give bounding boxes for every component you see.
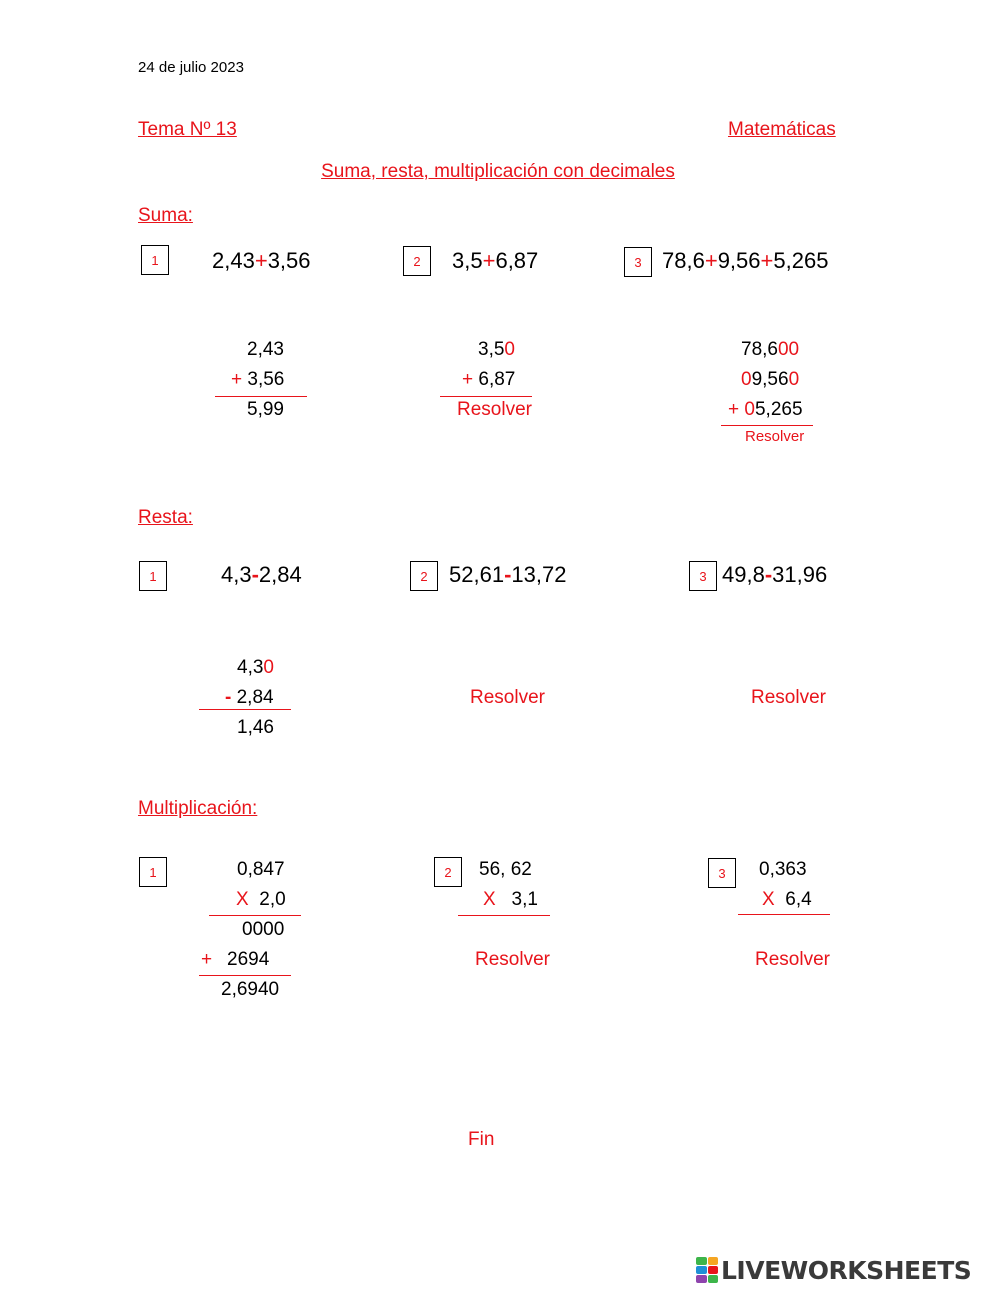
problem-number-badge: 1: [139, 857, 167, 887]
mult-2-row1: 56, 62: [479, 859, 532, 880]
problem-number-badge: 2: [403, 246, 431, 276]
mult-line: [209, 915, 301, 916]
suma-3-row2: 09,560: [741, 369, 800, 390]
sum-line: [440, 396, 532, 397]
mult-line: [199, 975, 291, 976]
mult-2-row2: X 3,1: [483, 889, 538, 910]
suma-problem-2: 3,5+6,87: [452, 248, 539, 273]
mult-3-row2: X 6,4: [762, 889, 812, 910]
resta-1-row2: - 2,84: [225, 687, 274, 708]
suma-1-row2: + 3,56: [231, 369, 285, 390]
problem-number-badge: 2: [434, 857, 462, 887]
mult-1-result: 2,6940: [221, 979, 280, 1000]
suma-3-answer-field[interactable]: Resolver: [745, 428, 805, 445]
section-resta: Resta:: [138, 507, 193, 528]
mult-line: [738, 914, 830, 915]
resta-problem-2: 52,61-13,72: [449, 562, 567, 587]
problem-number-badge: 1: [139, 561, 167, 591]
mult-1-partial2: 2694: [227, 949, 270, 970]
mult-1-row1: 0,847: [237, 859, 285, 880]
sum-line: [215, 396, 307, 397]
suma-1-result: 5,99: [247, 399, 284, 420]
suma-1-row1: 2,43: [247, 339, 284, 360]
topic-number: Tema Nº 13: [138, 119, 237, 140]
mult-3-row1: 0,363: [759, 859, 807, 880]
page-title: Suma, resta, multiplicación con decimales: [321, 161, 675, 182]
liveworksheets-logo-icon: [696, 1257, 718, 1283]
mult-1-plus: +: [201, 949, 213, 970]
mult-line: [458, 915, 550, 916]
liveworksheets-logo: [696, 1254, 971, 1286]
problem-number-badge: 2: [410, 561, 438, 591]
section-multiplicacion: Multiplicación:: [138, 798, 258, 819]
suma-3-row3: + 05,265: [728, 399, 803, 420]
suma-2-answer-field[interactable]: Resolver: [457, 399, 532, 420]
problem-number-badge: 3: [624, 247, 652, 277]
mult-2-answer-field[interactable]: Resolver: [475, 949, 550, 970]
suma-problem-1: 2,43+3,56: [212, 248, 311, 273]
liveworksheets-brand-text: LIVEWORKSHEETS: [721, 1255, 972, 1285]
resta-1-result: 1,46: [237, 717, 274, 738]
sub-line: [199, 709, 291, 710]
problem-number-badge: 3: [708, 858, 736, 888]
suma-3-row1: 78,600: [741, 339, 800, 360]
sum-line: [721, 425, 813, 426]
date: 24 de julio 2023: [138, 59, 244, 76]
mult-1-row2: X 2,0: [236, 889, 286, 910]
mult-1-partial1: 0000: [242, 919, 285, 940]
mult-3-answer-field[interactable]: Resolver: [755, 949, 830, 970]
resta-2-answer-field[interactable]: Resolver: [470, 687, 545, 708]
suma-problem-3: 78,6+9,56+5,265: [662, 248, 829, 273]
resta-problem-3: 49,8-31,96: [722, 562, 828, 587]
resta-3-answer-field[interactable]: Resolver: [751, 687, 826, 708]
problem-number-badge: 3: [689, 561, 717, 591]
subject: Matemáticas: [728, 119, 836, 140]
suma-2-row1: 3,50: [478, 339, 515, 360]
suma-2-row2: + 6,87: [462, 369, 516, 390]
resta-problem-1: 4,3-2,84: [221, 562, 302, 587]
section-suma: Suma:: [138, 205, 193, 226]
end-label: Fin: [468, 1129, 495, 1150]
problem-number-badge: 1: [141, 245, 169, 275]
resta-1-row1: 4,30: [237, 657, 274, 678]
